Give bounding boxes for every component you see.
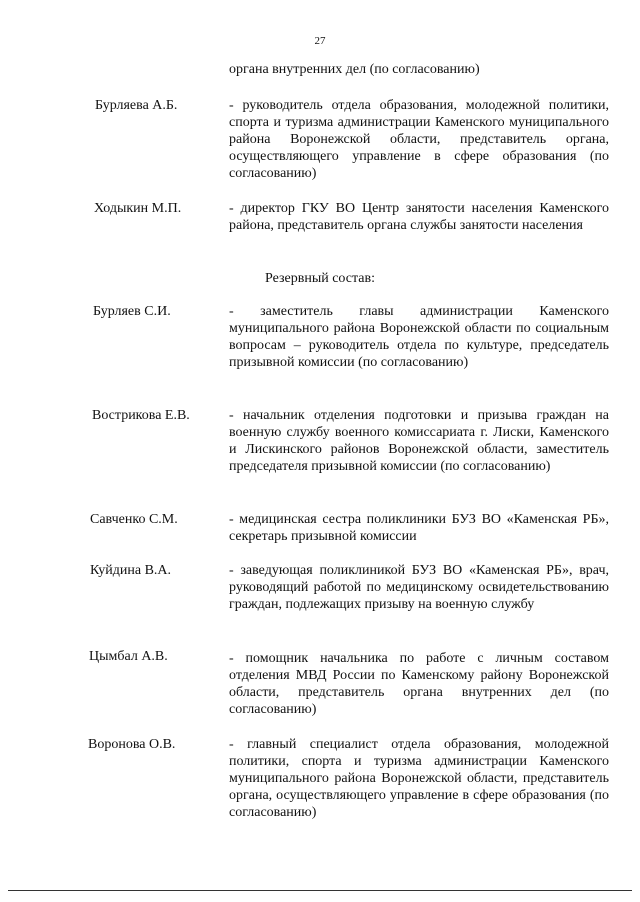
reserve-member-description: - главный специалист отдела образования, молодежной политики, спорта и туризма администрации Каменского муниципального района Воронежской области, представитель органа, осуществляющего управление в сфере образования (по согласованию) [229, 737, 609, 820]
reserve-member-description: - заместитель главы администрации Каменского муниципального района Воронежской области по социальным вопросам – руководитель отдела по культуре, председатель призывной комиссии (по согласованию) [229, 304, 609, 370]
reserve-member-name: Куйдина В.А. [90, 563, 172, 578]
reserve-member-name: Бурляев С.И. [93, 304, 171, 319]
member-description: - директор ГКУ ВО Центр занятости населения Каменского района, представитель органа службы занятости населения [229, 201, 609, 233]
page-number: 27 [314, 35, 326, 47]
reserve-heading: Резервный состав: [264, 271, 375, 286]
member-name: Бурляева А.Б. [95, 98, 178, 113]
reserve-member-name: Цымбал А.В. [89, 649, 168, 664]
reserve-member-name: Савченко С.М. [90, 512, 178, 527]
reserve-member-name: Вострикова Е.В. [92, 408, 190, 423]
member-description: - руководитель отдела образования, молодежной политики, спорта и туризма администрации Каменского муниципального района Воронежской области, представитель органа, осуществляющего управление в сфере образования (по согласованию) [229, 98, 609, 181]
continuation-text: органа внутренних дел (по согласованию) [229, 62, 480, 77]
reserve-member-description: - медицинская сестра поликлиники БУЗ ВО «Каменская РБ», секретарь призывной комиссии [229, 512, 609, 544]
bottom-divider [8, 890, 632, 891]
reserve-member-description: - помощник начальника по работе с личным составом отделения МВД России по Каменскому району Воронежской области, представитель органа внутренних дел (по согласованию) [229, 651, 609, 717]
reserve-member-description: - начальник отделения подготовки и призыва граждан на военную службу военного комиссариата г. Лиски, Каменского и Лискинского районов Воронежской области, заместитель председателя призывной комиссии (по согласованию) [229, 408, 609, 474]
reserve-member-description: - заведующая поликлиникой БУЗ ВО «Каменская РБ», врач, руководящий работой по медицинскому освидетельствованию граждан, подлежащих призыву на военную службу [229, 563, 609, 612]
reserve-member-name: Воронова О.В. [88, 737, 176, 752]
member-name: Ходыкин М.П. [94, 201, 182, 216]
